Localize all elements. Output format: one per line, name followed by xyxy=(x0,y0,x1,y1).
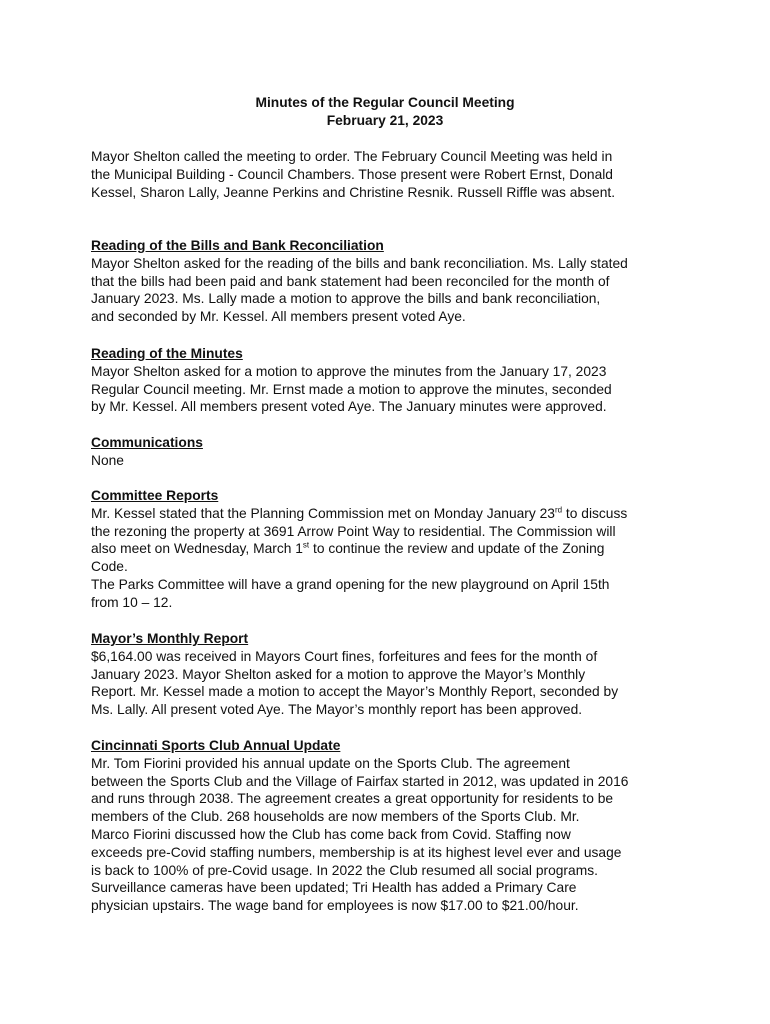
document-title: Minutes of the Regular Council Meeting xyxy=(255,95,515,110)
text-line: physician upstairs. The wage band for employees is now $17.00 to $21.00/hour. xyxy=(91,898,579,914)
text-line: Report. Mr. Kessel made a motion to accept the Mayor’s Monthly Report, seconded by xyxy=(91,684,619,700)
text-line: January 2023. Ms. Lally made a motion to approve the bills and bank reconciliation, xyxy=(91,291,601,307)
text-line: Mayor Shelton called the meeting to order. The February Council Meeting was held in xyxy=(91,149,613,164)
section-heading: Committee Reports xyxy=(91,488,219,503)
text-line: the rezoning the property at 3691 Arrow Point Way to residential. The Commission will xyxy=(91,523,616,539)
text-line xyxy=(91,505,691,523)
section-bills xyxy=(91,237,691,326)
text-line: Code. xyxy=(91,559,128,575)
text-line: that the bills had been paid and bank statement had been reconciled for the month of xyxy=(91,273,610,289)
text-line: Regular Council meeting. Mr. Ernst made a motion to approve the minutes, seconded xyxy=(91,381,612,397)
section-heading: Reading of the Minutes xyxy=(91,346,243,361)
section-mayors-report xyxy=(91,630,691,719)
section-minutes xyxy=(91,345,691,416)
section-committee-reports xyxy=(91,487,691,612)
text-line: Surveillance cameras have been updated; Tri Health has added a Primary Care xyxy=(91,880,577,896)
text-line: $6,164.00 was received in Mayors Court fines, forfeitures and fees for the month of xyxy=(91,648,598,664)
text-line: between the Sports Club and the Village of Fairfax started in 2012, was updated in 2016 xyxy=(91,773,629,789)
text-line: Ms. Lally. All present voted Aye. The Mayor’s monthly report has been approved. xyxy=(91,702,583,718)
text-span: also meet on Wednesday, March 1 xyxy=(91,541,303,557)
text-line: January 2023. Mayor Shelton asked for a motion to approve the Mayor’s Monthly xyxy=(91,666,586,682)
text-line: Kessel, Sharon Lally, Jeanne Perkins and Christine Resnik. Russell Riffle was absent. xyxy=(91,184,616,200)
text-span: Mr. Kessel stated that the Planning Commission met on Monday January 23 xyxy=(91,505,555,521)
section-communications xyxy=(91,434,691,470)
section-sports-club xyxy=(91,737,691,915)
section-heading: Communications xyxy=(91,435,203,450)
text-line: members of the Club. 268 households are now members of the Sports Club. Mr. xyxy=(91,809,580,825)
text-line: the Municipal Building - Council Chambers. Those present were Robert Ernst, Donald xyxy=(91,166,613,182)
text-line: is back to 100% of pre-Covid usage. In 2022 the Club resumed all social programs. xyxy=(91,862,598,878)
text-span: to continue the review and update of the Zoning xyxy=(309,541,605,557)
text-line xyxy=(91,540,691,558)
section-heading: Mayor’s Monthly Report xyxy=(91,631,249,646)
text-line: and seconded by Mr. Kessel. All members present voted Aye. xyxy=(91,309,466,325)
text-line: None xyxy=(91,452,124,468)
document-date: February 21, 2023 xyxy=(326,113,444,128)
intro-paragraph xyxy=(91,148,691,201)
text-line: Mr. Tom Fiorini provided his annual update on the Sports Club. The agreement xyxy=(91,755,570,771)
text-line: The Parks Committee will have a grand opening for the new playground on April 15th xyxy=(91,576,610,592)
ordinal-suffix: st xyxy=(302,540,310,550)
text-line: and runs through 2038. The agreement creates a great opportunity for residents to be xyxy=(91,791,614,807)
ordinal-suffix: rd xyxy=(554,505,563,515)
text-line: Marco Fiorini discussed how the Club has come back from Covid. Staffing now xyxy=(91,826,571,842)
section-heading: Cincinnati Sports Club Annual Update xyxy=(91,738,341,753)
text-line: by Mr. Kessel. All members present voted Aye. The January minutes were approved. xyxy=(91,399,607,415)
text-line: from 10 – 12. xyxy=(91,594,173,610)
text-line: Mayor Shelton asked for a motion to approve the minutes from the January 17, 2023 xyxy=(91,363,607,379)
text-line: exceeds pre-Covid staffing numbers, membership is at its highest level ever and usage xyxy=(91,844,622,860)
text-line: Mayor Shelton asked for the reading of the bills and bank reconciliation. Ms. Lally stated xyxy=(91,255,628,271)
text-span: to discuss xyxy=(562,505,628,521)
section-heading: Reading of the Bills and Bank Reconciliation xyxy=(91,238,384,253)
